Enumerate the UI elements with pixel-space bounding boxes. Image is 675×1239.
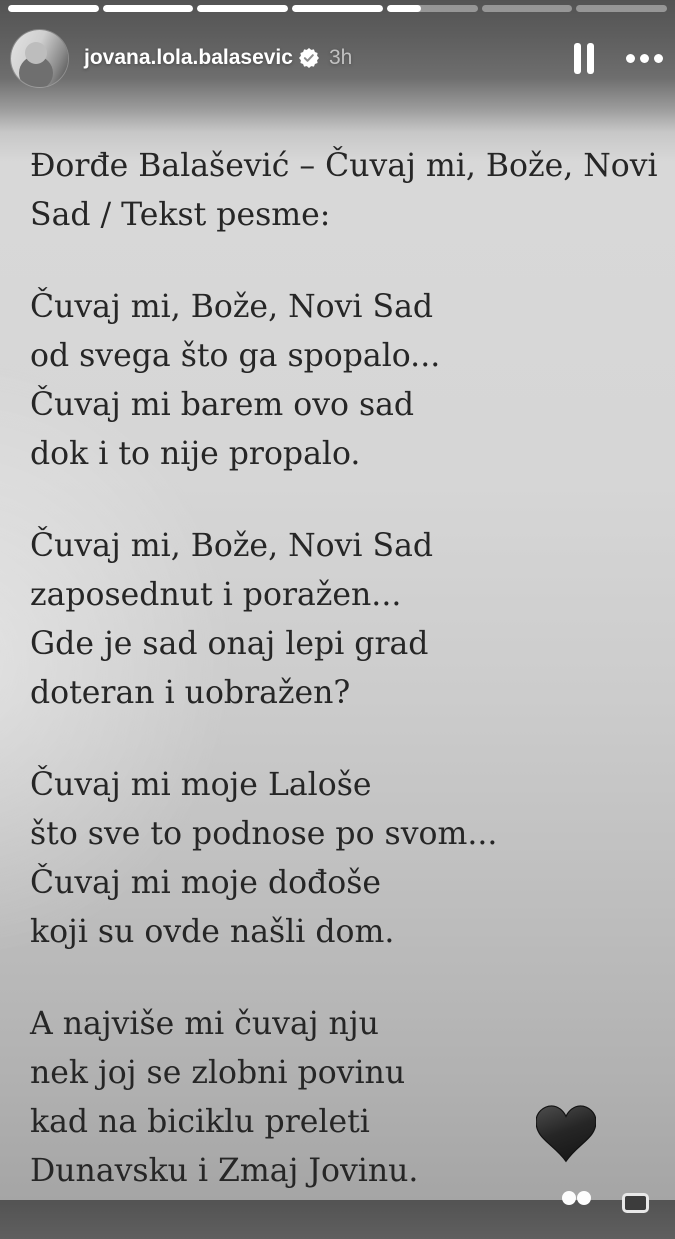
poem-stanza: [30, 1000, 663, 1196]
poem-stanza: [30, 761, 663, 957]
poem-line: zaposednut i poražen...: [30, 577, 402, 613]
poem-line: dok i to nije propalo.: [30, 436, 361, 472]
story-progress-segment: [576, 5, 667, 12]
story-progress-fill: [292, 5, 383, 12]
avatar[interactable]: [11, 30, 68, 87]
poem-line: Čuvaj mi, Bože, Novi Sad: [30, 289, 434, 325]
poem-line: Čuvaj mi moje dođoše: [30, 865, 382, 901]
story-progress-track: [8, 5, 667, 12]
poem-line: koji su ovde našli dom.: [30, 914, 395, 950]
story-progress-fill: [197, 5, 288, 12]
story-progress-segment: [197, 5, 288, 12]
poem-stanza: [30, 522, 663, 718]
story-progress-fill: [103, 5, 194, 12]
story-header: [11, 28, 665, 88]
header-controls: [572, 41, 665, 76]
poem-title-line: Sad / Tekst pesme:: [30, 197, 331, 233]
poem-line: Čuvaj mi moje Laloše: [30, 767, 372, 803]
story-progress-fill: [8, 5, 99, 12]
story-content-poem[interactable]: [30, 142, 663, 1239]
story-progress-segment: [8, 5, 99, 12]
pause-icon: [574, 43, 581, 74]
story-progress-segment: [292, 5, 383, 12]
poem-line: nek joj se zlobni povinu: [30, 1055, 406, 1091]
poem-line: Čuvaj mi barem ovo sad: [30, 387, 415, 423]
verified-badge-icon: [299, 48, 319, 68]
more-options-icon: [626, 54, 635, 63]
story-progress-segment: [482, 5, 573, 12]
cropped-heart-outline-icon: [562, 1191, 594, 1211]
more-options-button[interactable]: [624, 50, 665, 67]
avatar-image: [25, 42, 47, 64]
poem-title-line: Đorđe Balašević – Čuvaj mi, Bože, Novi: [30, 148, 658, 184]
more-options-icon: [640, 54, 649, 63]
poem-line: od svega što ga spopalo...: [30, 338, 441, 374]
story-timestamp: 3h: [328, 46, 353, 69]
username[interactable]: jovana.lola.balasevic: [84, 46, 293, 69]
story-progress-fill: [387, 5, 421, 12]
poem-line: doteran i uobražen?: [30, 675, 351, 711]
poem-stanza: [30, 283, 663, 479]
poem-title: [30, 142, 663, 240]
poem-line: Dunavsku i Zmaj Jovinu.: [30, 1153, 419, 1189]
story-progress-segment: [103, 5, 194, 12]
more-options-icon: [654, 54, 663, 63]
poem-line: A najviše mi čuvaj nju: [30, 1006, 379, 1042]
cropped-square-icon: [622, 1193, 649, 1213]
black-heart-emoji: [536, 1103, 596, 1165]
poem-line: Čuvaj mi, Bože, Novi Sad: [30, 528, 434, 564]
pause-button[interactable]: [572, 41, 596, 76]
pause-icon: [587, 43, 594, 74]
story-progress-segment: [387, 5, 478, 12]
poem-line: što sve to podnose po svom...: [30, 816, 498, 852]
poem-line: kad na biciklu preleti: [30, 1104, 370, 1140]
poem-line: Gde je sad onaj lepi grad: [30, 626, 429, 662]
